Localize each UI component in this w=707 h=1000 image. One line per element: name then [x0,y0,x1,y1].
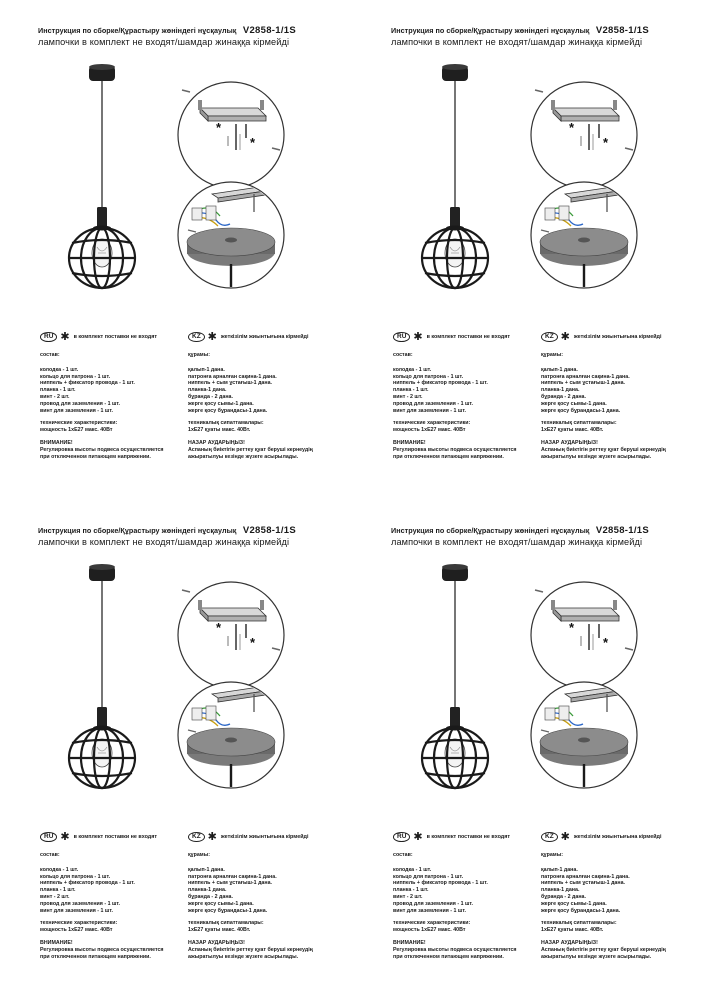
ru-warning-title: ВНИМАНИЕ! [40,939,73,946]
asterisk-icon: ✱ [207,831,217,843]
list-item: планка - 1 шт. [393,387,429,394]
ru-not-included-text: в комплект поставки не входят [426,333,510,340]
ru-not-included-text: в комплект поставки не входят [73,333,157,340]
ru-warning-line: Регулировка высоты подвеса осуществляется [40,446,164,453]
list-item: колодка - 1 шт. [40,866,79,873]
kz-warning-line: ажыратылуы кезінде жүзеге асырылады. [541,953,652,960]
ru-spec-value: мощность 1хЕ27 макс. 40Вт [393,427,466,434]
asterisk-icon: ✱ [207,331,217,343]
ru-warning [393,940,543,960]
list-item: жерге қосу сымы-1 дана. [541,900,607,907]
list-item: винт - 2 шт. [393,393,423,400]
kz-spec-value: 1хЕ27 қуаты макс. 40Вт. [541,427,604,434]
list-item: бұранда - 2 дана. [541,393,586,400]
ru-section [393,832,543,960]
ru-contents-title: состав: [40,852,60,858]
ru-section [40,332,190,460]
header-line [38,25,338,36]
kz-language-badge: KZ [188,832,205,842]
ru-not-included-text: в комплект поставки не входят [426,833,510,840]
ru-warning-line: при отключенном питающем напряжении. [393,453,504,460]
asterisk-icon: ✱ [413,331,423,343]
list-item: жерге қосу бұрандасы-1 дана. [541,407,621,414]
list-item: ниппель + сым ұстағыш-1 дана. [188,880,273,887]
list-item: патронға арналған сақина-1 дана. [541,373,630,380]
kz-section [541,832,691,960]
instruction-header [38,525,338,547]
list-item: жерге қосу бұрандасы-1 дана. [541,907,621,914]
kz-warning-line: ажыратылуы кезінде жүзеге асырылады. [188,453,299,460]
instruction-sheet-bottom-right [353,500,706,1000]
kz-spec-value: 1хЕ27 қуаты макс. 40Вт. [188,927,251,934]
list-item: планка-1 дана. [541,387,580,394]
instruction-header [391,25,691,47]
ru-not-included-text: в комплект поставки не входят [73,833,157,840]
kz-heading [188,332,338,342]
wiring-canopy-diagram [529,680,639,790]
asterisk-icon: ✱ [413,831,423,843]
instruction-header [38,25,338,47]
kz-warning-title: НАЗАР АУДАРЫҢЫЗ! [541,939,598,946]
kz-contents-list [188,867,338,915]
ru-heading [40,832,190,842]
bulbs-not-included-note: лампочки в комплект не входят/шамдар жинаққа кірмейді [391,37,643,47]
kz-spec-value: 1хЕ27 қуаты макс. 40Вт. [541,927,604,934]
kz-warning-line: Аспаның биіктігін реттеу қуат беруші кернеудің [188,446,313,453]
ru-warning-line: при отключенном питающем напряжении. [40,953,151,960]
list-item: кольцо для патрона - 1 шт. [393,873,464,880]
ru-language-badge: RU [40,332,57,342]
ru-warning-title: ВНИМАНИЕ! [40,439,73,446]
bulbs-not-included-note: лампочки в комплект не входят/шамдар жинаққа кірмейді [38,537,290,547]
instruction-sheet-bottom-left [0,500,353,1000]
list-item: қалып-1 дана. [541,866,578,873]
model-number: V2858-1/1S [242,525,296,536]
kz-contents-title: құрамы: [541,352,563,358]
kz-warning [188,440,338,460]
kz-language-badge: KZ [541,832,558,842]
ru-spec-title: технические характеристики: [40,920,118,927]
list-item: патронға арналған сақина-1 дана. [188,873,277,880]
kz-section [188,332,338,460]
wiring-canopy-diagram [529,180,639,290]
list-item: винт - 2 шт. [40,393,70,400]
mounting-bracket-diagram [529,580,639,690]
header-line [38,525,338,536]
svg-text:*: * [569,620,575,635]
list-item: бұранда - 2 дана. [541,893,586,900]
kz-specs [188,420,338,434]
list-item: провод для заземления - 1 шт. [393,400,474,407]
kz-warning [541,440,691,460]
kz-specs [188,920,338,934]
kz-warning-title: НАЗАР АУДАРЫҢЫЗ! [541,439,598,446]
ru-warning [40,940,190,960]
bulbs-not-included-note: лампочки в комплект не входят/шамдар жинаққа кірмейді [391,537,643,547]
kz-contents-title: құрамы: [188,352,210,358]
ru-specs [393,420,543,434]
ru-contents-title: состав: [393,352,413,358]
mounting-bracket-diagram [176,80,286,190]
kz-warning-line: ажыратылуы кезінде жүзеге асырылады. [188,953,299,960]
mounting-bracket-diagram [529,80,639,190]
bulbs-not-included-note: лампочки в комплект не входят/шамдар жинаққа кірмейді [38,37,290,47]
kz-language-badge: KZ [188,332,205,342]
asterisk-icon: ✱ [560,831,570,843]
pendant-lamp-illustration [60,555,170,795]
list-item: ниппель + сым ұстағыш-1 дана. [541,380,626,387]
list-item: винт для заземления - 1 шт. [393,907,466,914]
instruction-sheet-top-left [0,0,353,500]
ru-heading [393,332,543,342]
svg-text:*: * [603,635,609,650]
ru-warning [40,440,190,460]
list-item: ниппель + фиксатор провода - 1 шт. [393,880,488,887]
list-item: бұранда - 2 дана. [188,393,233,400]
svg-text:*: * [603,135,609,150]
svg-text:*: * [250,135,256,150]
instruction-title: Инструкция по сборке/Құрастыру жөніндегі нұсқаулық [391,26,590,35]
list-item: патронға арналған сақина-1 дана. [188,373,277,380]
ru-warning-line: Регулировка высоты подвеса осуществляется [393,446,517,453]
ru-spec-value: мощность 1хЕ27 макс. 40Вт [40,427,113,434]
list-item: бұранда - 2 дана. [188,893,233,900]
list-item: планка - 1 шт. [40,387,76,394]
ru-spec-title: технические характеристики: [393,920,471,927]
list-item: планка - 1 шт. [40,887,76,894]
list-item: жерге қосу бұрандасы-1 дана. [188,407,268,414]
model-number: V2858-1/1S [595,25,649,36]
kz-contents-list [541,867,691,915]
kz-heading [541,332,691,342]
ru-spec-title: технические характеристики: [393,420,471,427]
kz-not-included-text: жеткізілім жиынтығына кірмейді [220,333,309,340]
list-item: колодка - 1 шт. [393,366,432,373]
ru-contents-list [40,367,190,415]
kz-warning-line: Аспаның биіктігін реттеу қуат беруші кернеудің [541,946,666,953]
ru-warning-title: ВНИМАНИЕ! [393,439,426,446]
list-item: ниппель + фиксатор провода - 1 шт. [40,880,135,887]
svg-text:*: * [250,635,256,650]
kz-warning-title: НАЗАР АУДАРЫҢЫЗ! [188,439,245,446]
list-item: провод для заземления - 1 шт. [393,900,474,907]
ru-contents-title: состав: [40,352,60,358]
ru-spec-value: мощность 1хЕ27 макс. 40Вт [393,927,466,934]
mounting-bracket-diagram [176,580,286,690]
list-item: провод для заземления - 1 шт. [40,400,121,407]
svg-text:*: * [569,120,575,135]
ru-specs [40,920,190,934]
asterisk-icon: ✱ [60,831,70,843]
list-item: қалып-1 дана. [541,366,578,373]
kz-section [188,832,338,960]
kz-not-included-text: жеткізілім жиынтығына кірмейді [573,833,662,840]
ru-specs [393,920,543,934]
ru-spec-title: технические характеристики: [40,420,118,427]
ru-section [40,832,190,960]
kz-contents-list [188,367,338,415]
kz-contents-title: құрамы: [188,852,210,858]
list-item: планка-1 дана. [541,887,580,894]
header-line [391,25,691,36]
ru-contents-title: состав: [393,852,413,858]
list-item: винт для заземления - 1 шт. [393,407,466,414]
kz-section [541,332,691,460]
kz-warning [541,940,691,960]
instruction-header [391,525,691,547]
wiring-canopy-diagram [176,180,286,290]
list-item: кольцо для патрона - 1 шт. [40,873,111,880]
pendant-lamp-illustration [413,55,523,295]
svg-text:*: * [216,620,222,635]
kz-spec-value: 1хЕ27 қуаты макс. 40Вт. [188,427,251,434]
list-item: винт для заземления - 1 шт. [40,407,113,414]
svg-text:*: * [216,120,222,135]
ru-warning [393,440,543,460]
list-item: ниппель + фиксатор провода - 1 шт. [393,380,488,387]
wiring-canopy-diagram [176,680,286,790]
header-line [391,525,691,536]
ru-warning-line: при отключенном питающем напряжении. [40,453,151,460]
list-item: патронға арналған сақина-1 дана. [541,873,630,880]
list-item: ниппель + сым ұстағыш-1 дана. [188,380,273,387]
list-item: ниппель + сым ұстағыш-1 дана. [541,880,626,887]
kz-contents-list [541,367,691,415]
model-number: V2858-1/1S [242,25,296,36]
list-item: кольцо для патрона - 1 шт. [393,373,464,380]
ru-heading [393,832,543,842]
ru-language-badge: RU [40,832,57,842]
model-number: V2858-1/1S [595,525,649,536]
kz-spec-title: техникалық сипаттамалары: [541,420,617,427]
kz-not-included-text: жеткізілім жиынтығына кірмейді [573,333,662,340]
ru-section [393,332,543,460]
kz-warning-line: Аспаның биіктігін реттеу қуат беруші кернеудің [188,946,313,953]
list-item: планка - 1 шт. [393,887,429,894]
asterisk-icon: ✱ [560,331,570,343]
instruction-sheet-top-right [353,0,706,500]
list-item: жерге қосу сымы-1 дана. [188,900,254,907]
ru-warning-line: Регулировка высоты подвеса осуществляется [40,946,164,953]
ru-language-badge: RU [393,332,410,342]
ru-contents-list [393,367,543,415]
ru-spec-value: мощность 1хЕ27 макс. 40Вт [40,927,113,934]
ru-warning-line: при отключенном питающем напряжении. [393,953,504,960]
ru-warning-title: ВНИМАНИЕ! [393,939,426,946]
list-item: қалып-1 дана. [188,866,225,873]
list-item: винт - 2 шт. [393,893,423,900]
list-item: қалып-1 дана. [188,366,225,373]
kz-heading [541,832,691,842]
list-item: ниппель + фиксатор провода - 1 шт. [40,380,135,387]
kz-contents-title: құрамы: [541,852,563,858]
ru-specs [40,420,190,434]
kz-not-included-text: жеткізілім жиынтығына кірмейді [220,833,309,840]
asterisk-icon: ✱ [60,331,70,343]
pendant-lamp-illustration [60,55,170,295]
ru-warning-line: Регулировка высоты подвеса осуществляется [393,946,517,953]
ru-contents-list [393,867,543,915]
list-item: жерге қосу сымы-1 дана. [541,400,607,407]
list-item: кольцо для патрона - 1 шт. [40,373,111,380]
instruction-title: Инструкция по сборке/Құрастыру жөніндегі нұсқаулық [391,526,590,535]
ru-heading [40,332,190,342]
kz-language-badge: KZ [541,332,558,342]
kz-specs [541,420,691,434]
list-item: винт - 2 шт. [40,893,70,900]
instruction-title: Инструкция по сборке/Құрастыру жөніндегі нұсқаулық [38,526,237,535]
list-item: провод для заземления - 1 шт. [40,900,121,907]
instruction-title: Инструкция по сборке/Құрастыру жөніндегі нұсқаулық [38,26,237,35]
list-item: колодка - 1 шт. [40,366,79,373]
list-item: жерге қосу бұрандасы-1 дана. [188,907,268,914]
list-item: жерге қосу сымы-1 дана. [188,400,254,407]
kz-spec-title: техникалық сипаттамалары: [188,920,264,927]
kz-heading [188,832,338,842]
list-item: планка-1 дана. [188,387,227,394]
list-item: колодка - 1 шт. [393,866,432,873]
kz-warning-line: Аспаның биіктігін реттеу қуат беруші кернеудің [541,446,666,453]
list-item: винт для заземления - 1 шт. [40,907,113,914]
list-item: планка-1 дана. [188,887,227,894]
kz-spec-title: техникалық сипаттамалары: [541,920,617,927]
pendant-lamp-illustration [413,555,523,795]
ru-language-badge: RU [393,832,410,842]
kz-warning-title: НАЗАР АУДАРЫҢЫЗ! [188,939,245,946]
kz-warning [188,940,338,960]
kz-warning-line: ажыратылуы кезінде жүзеге асырылады. [541,453,652,460]
ru-contents-list [40,867,190,915]
kz-spec-title: техникалық сипаттамалары: [188,420,264,427]
kz-specs [541,920,691,934]
